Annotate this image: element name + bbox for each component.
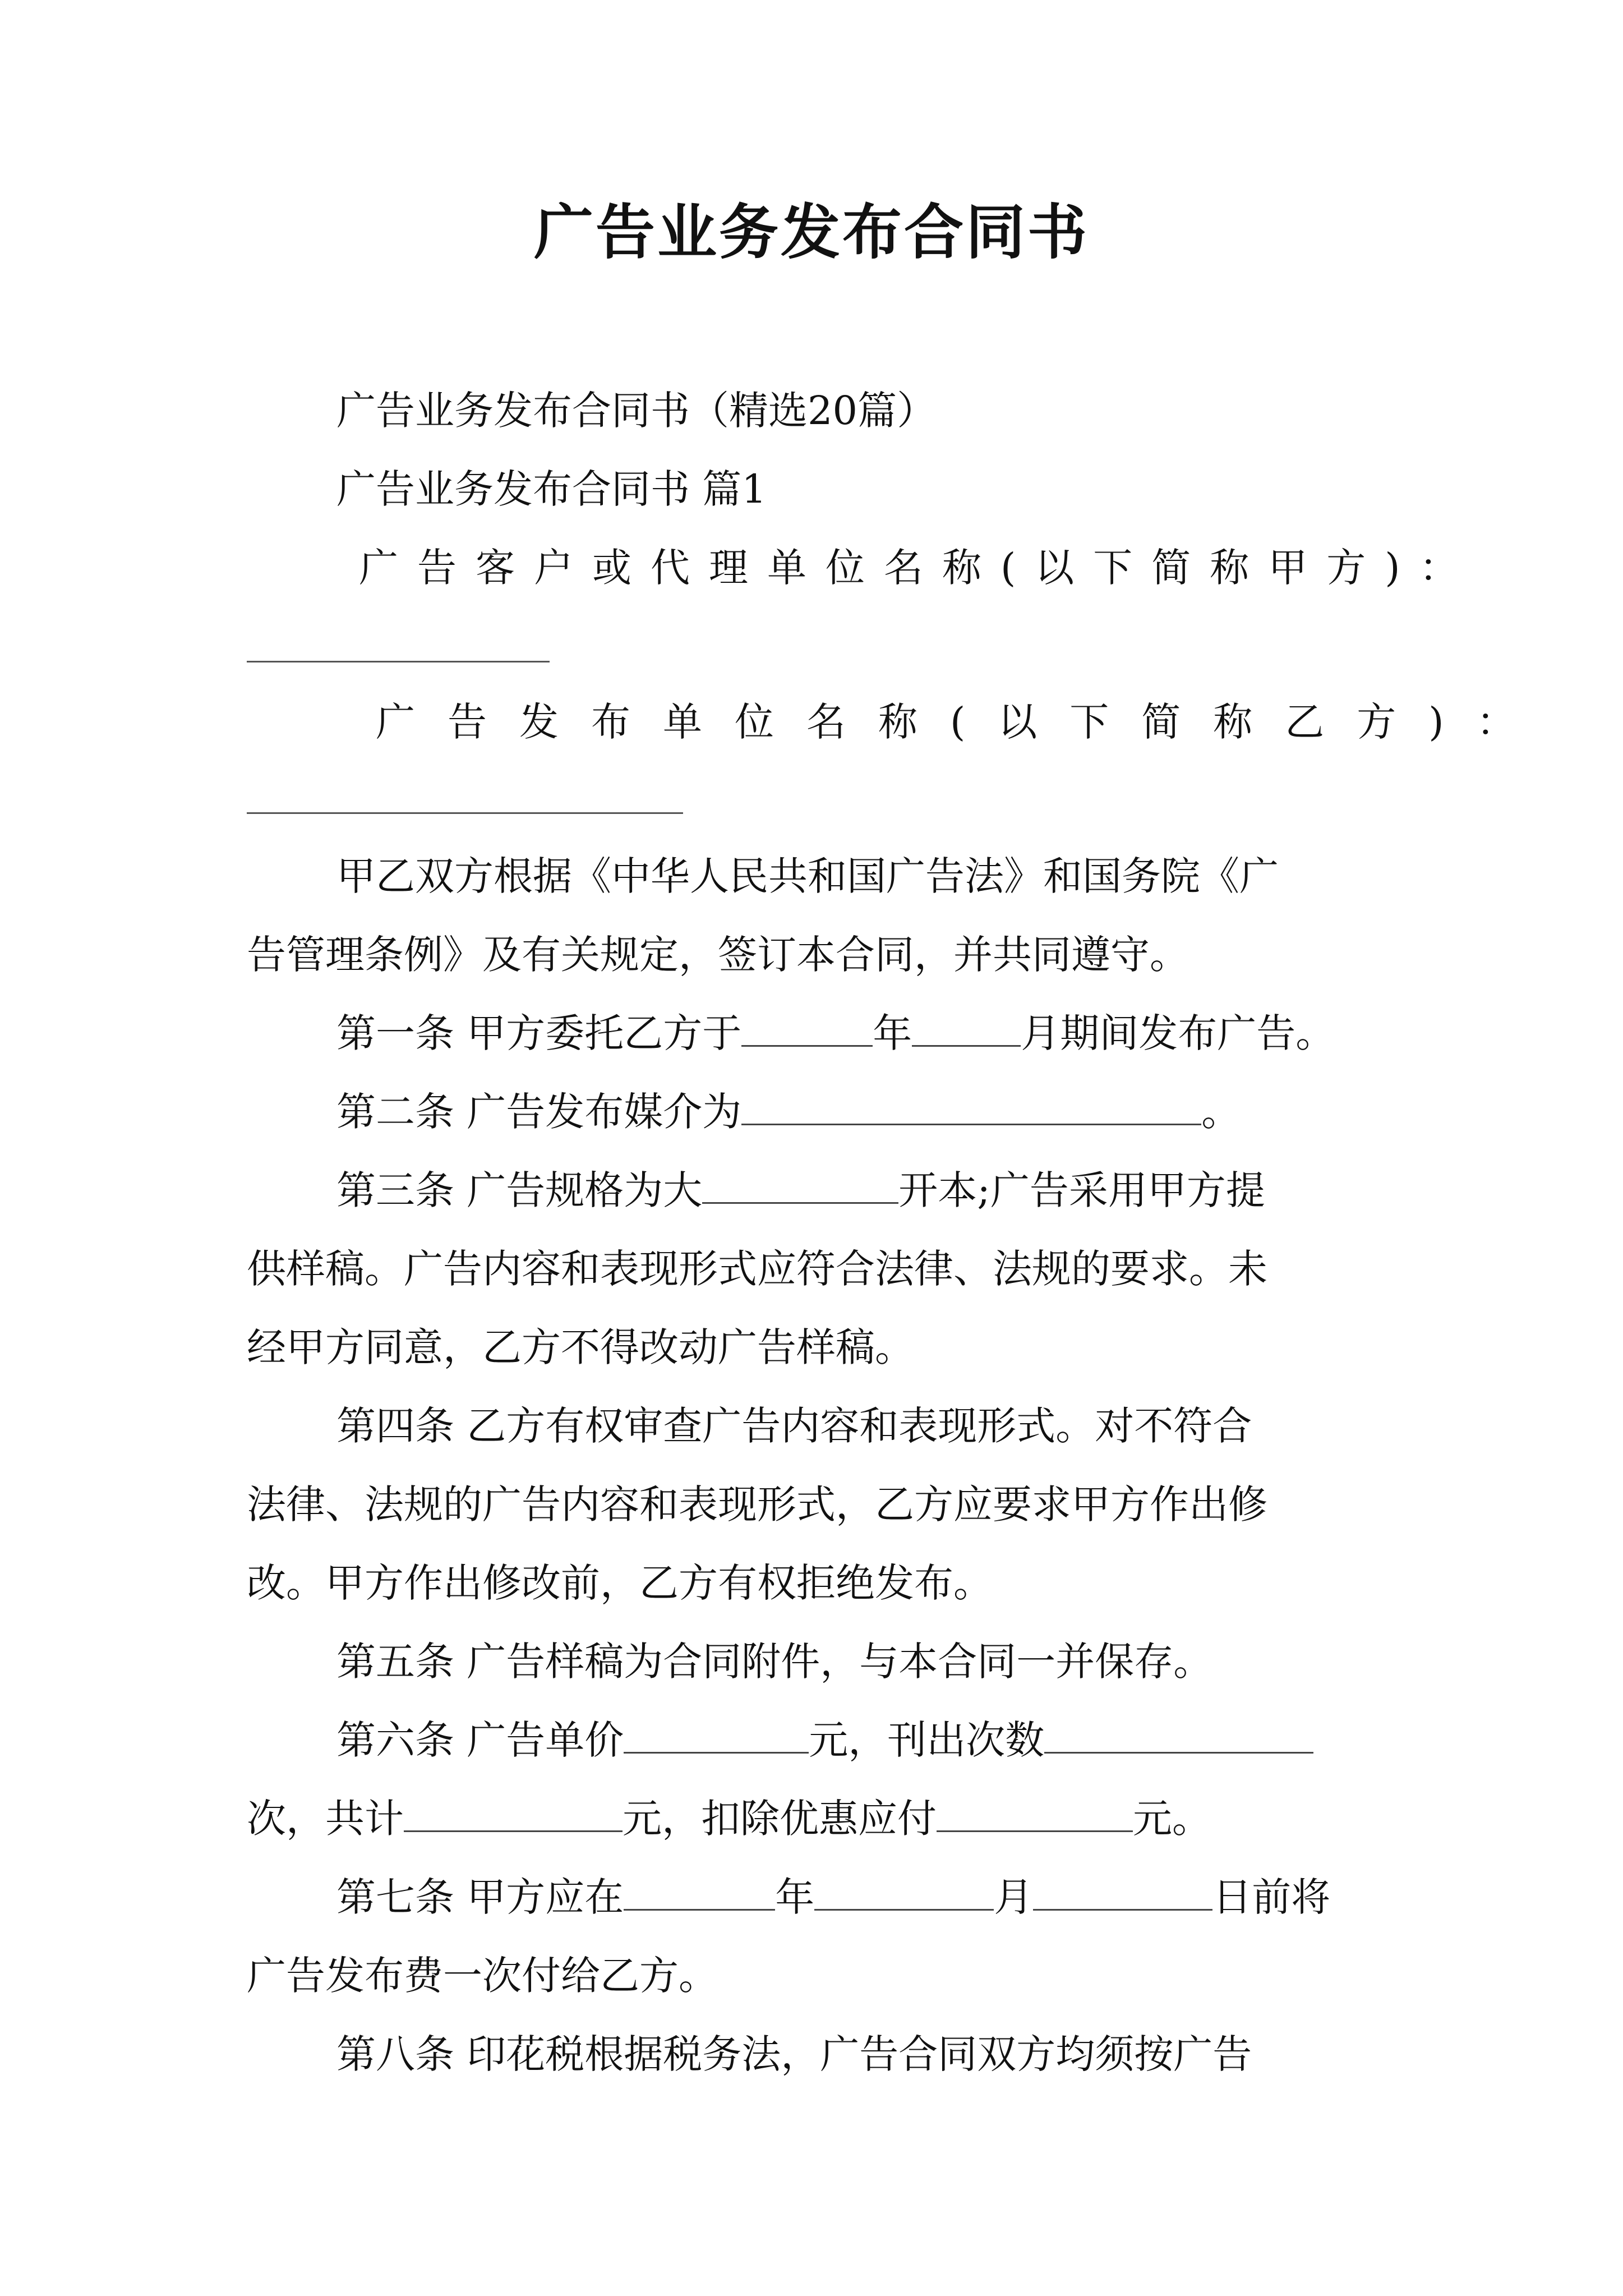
section-heading: 广告业务发布合同书 篇1 — [336, 466, 767, 512]
article-6-text-a: 第六条 广告单价 — [336, 1717, 624, 1763]
article-6-line-2 — [247, 1795, 1211, 1842]
article-7-text-d: 日前将 — [1212, 1874, 1331, 1920]
article-1-year-blank — [741, 1011, 873, 1047]
article-7-month-blank — [814, 1875, 994, 1911]
article-1 — [336, 1010, 1335, 1057]
article-2-text-a: 第二条 广告发布媒介为 — [336, 1089, 742, 1135]
article-5: 第五条 广告样稿为合同附件，与本合同一并保存。 — [336, 1639, 1213, 1685]
article-6-text-c: 次，共计 — [247, 1796, 404, 1842]
article-7-text-b: 年 — [775, 1874, 815, 1920]
article-1-text-b: 年 — [873, 1010, 912, 1056]
party-b-blank — [247, 812, 683, 814]
document-subtitle: 广告业务发布合同书（精选20篇） — [336, 388, 937, 434]
party-b-label: 广告发布单位名称(以下简称乙方)： — [376, 699, 1548, 745]
article-3-line-3: 经甲方同意，乙方不得改动广告样稿。 — [247, 1324, 914, 1370]
article-2 — [336, 1088, 1241, 1135]
article-3-line-1 — [336, 1167, 1265, 1214]
article-3-text-b: 开本;广告采用甲方提 — [898, 1167, 1265, 1213]
article-8-line-1: 第八条 印花税根据税务法，广告合同双方均须按广告 — [336, 2031, 1252, 2077]
article-4-line-3: 改。甲方作出修改前，乙方有权拒绝发布。 — [247, 1560, 993, 1606]
article-6-line-1 — [336, 1717, 1313, 1764]
party-a-blank — [247, 661, 550, 662]
article-1-text-c: 月期间发布广告。 — [1021, 1010, 1335, 1056]
article-1-month-blank — [912, 1011, 1021, 1047]
article-6-count-blank — [1044, 1718, 1313, 1754]
party-a-label: 广告客户或代理单位名称(以下简称甲方)： — [359, 545, 1478, 591]
article-7-text-a: 第七条 甲方应在 — [336, 1874, 624, 1920]
article-2-media-blank — [741, 1090, 1201, 1125]
article-4-line-1: 第四条 乙方有权审查广告内容和表现形式。对不符合 — [336, 1403, 1252, 1449]
preamble-line-1: 甲乙双方根据《中华人民共和国广告法》和国务院《广 — [336, 853, 1279, 899]
article-7-day-blank — [1033, 1875, 1212, 1911]
article-7-year-blank — [624, 1875, 775, 1911]
article-7-line-2: 广告发布费一次付给乙方。 — [247, 1953, 718, 1999]
article-1-text-a: 第一条 甲方委托乙方于 — [336, 1010, 742, 1056]
article-3-text-a: 第三条 广告规格为大 — [336, 1167, 703, 1213]
article-6-text-d: 元，扣除优惠应付 — [623, 1796, 937, 1842]
document-title: 广告业务发布合同书 — [534, 197, 1089, 267]
article-6-text-e: 元。 — [1133, 1796, 1211, 1842]
article-6-text-b: 元，刊出次数 — [809, 1717, 1045, 1763]
article-4-line-2: 法律、法规的广告内容和表现形式，乙方应要求甲方作出修 — [247, 1481, 1267, 1527]
article-3-line-2: 供样稿。广告内容和表现形式应符合法律、法规的要求。未 — [247, 1246, 1267, 1292]
article-6-price-blank — [624, 1718, 809, 1754]
article-6-payable-blank — [937, 1797, 1133, 1832]
article-6-total-blank — [404, 1797, 623, 1832]
article-7-line-1 — [336, 1874, 1330, 1921]
article-2-text-b: 。 — [1201, 1089, 1241, 1135]
article-3-size-blank — [702, 1168, 898, 1204]
preamble-line-2: 告管理条例》及有关规定，签订本合同，并共同遵守。 — [247, 932, 1189, 978]
article-7-text-c: 月 — [994, 1874, 1034, 1920]
